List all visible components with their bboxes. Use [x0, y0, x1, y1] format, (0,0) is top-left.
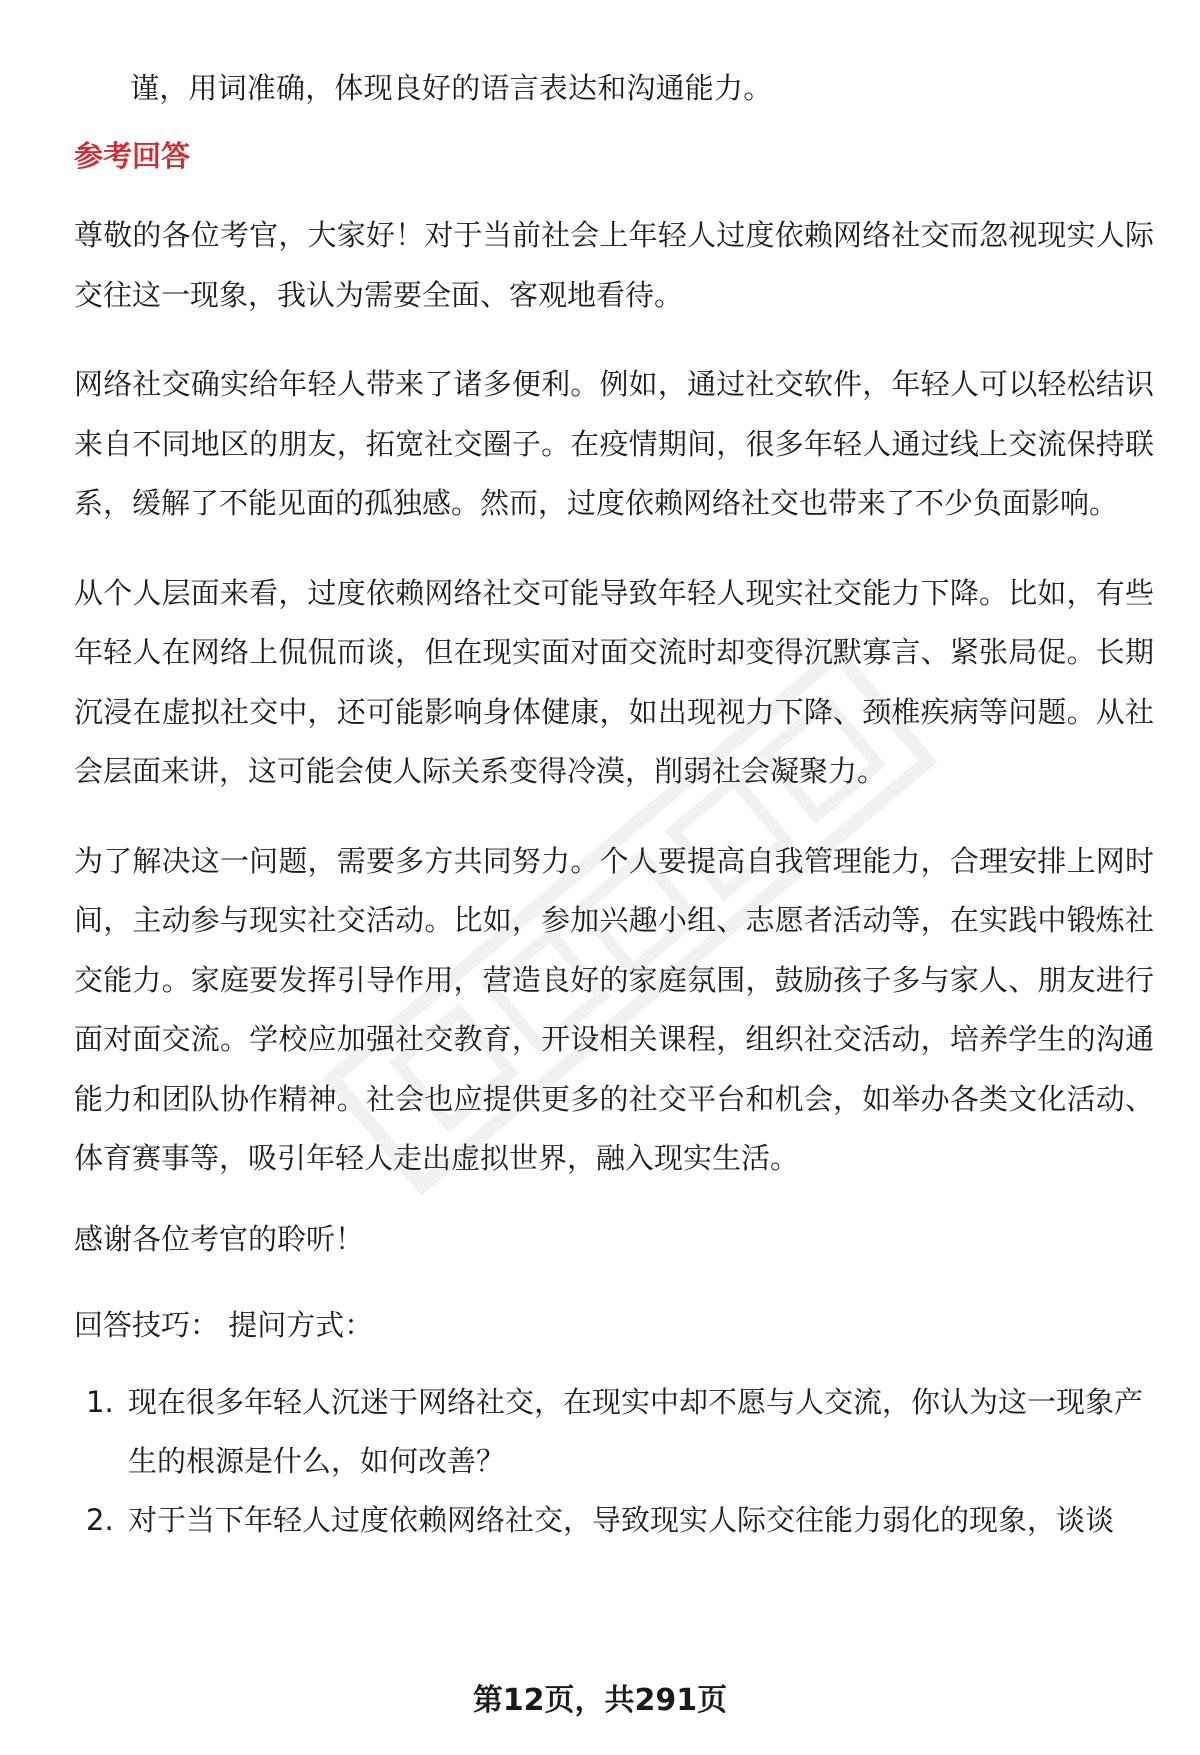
question-item-1: [74, 1373, 1154, 1491]
paragraph-3: 从个人层面来看，过度依赖网络社交可能导致年轻人现实社交能力下降。比如，有些年轻人在网络上侃侃而谈，但在现实面对面交流时却变得沉默寡言、紧张局促。长期沉浸在虚拟社交中，还可能影响身体健康，如出现视力下降、颈椎疾病等问题。从社会层面来讲，这可能会使人际关系变得冷漠，削弱社会凝聚力。: [74, 575, 1154, 788]
intro-continuation: 谨，用词准确，体现良好的语言表达和沟通能力。: [130, 71, 773, 105]
answer-heading: 参考回答: [74, 139, 191, 173]
question-number: 2.: [86, 1502, 114, 1537]
document-body: [74, 58, 1154, 1550]
tips-label: 回答技巧： 提问方式：: [74, 1307, 374, 1342]
paragraph-4: 为了解决这一问题，需要多方共同努力。个人要提高自我管理能力，合理安排上网时间，主动参与现实社交活动。比如，参加兴趣小组、志愿者活动等，在实践中锻炼社交能力。家庭要发挥引导作用，营造良好的家庭氛围，鼓励孩子多与家人、朋友进行面对面交流。学校应加强社交教育，开设相关课程，组织社交活动，培养学生的沟通能力和团队协作精神。社会也应提供更多的社交平台和机会，如举办各类文化活动、体育赛事等，吸引年轻人走出虚拟世界，融入现实生活。: [74, 843, 1154, 1175]
closing-line: 感谢各位考官的聆听！: [74, 1221, 365, 1256]
paragraph-1: 尊敬的各位考官，大家好！对于当前社会上年轻人过度依赖网络社交而忽视现实人际交往这一现象，我认为需要全面、客观地看待。: [74, 218, 1154, 312]
question-number: 1.: [86, 1384, 114, 1419]
question-text: 现在很多年轻人沉迷于网络社交，在现实中却不愿与人交流，你认为这一现象产生的根源是什么，如何改善？: [128, 1384, 1144, 1478]
question-item-2: [74, 1491, 1154, 1550]
question-text: 对于当下年轻人过度依赖网络社交，导致现实人际交往能力弱化的现象，谈谈: [128, 1502, 1115, 1537]
question-list: [74, 1373, 1154, 1550]
page-footer: 第12页，共291页: [472, 1683, 728, 1718]
paragraph-2: 网络社交确实给年轻人带来了诸多便利。例如，通过社交软件，年轻人可以轻松结识来自不同地区的朋友，拓宽社交圈子。在疫情期间，很多年轻人通过线上交流保持联系，缓解了不能见面的孤独感。然而，过度依赖网络社交也带来了不少负面影响。: [74, 367, 1154, 520]
